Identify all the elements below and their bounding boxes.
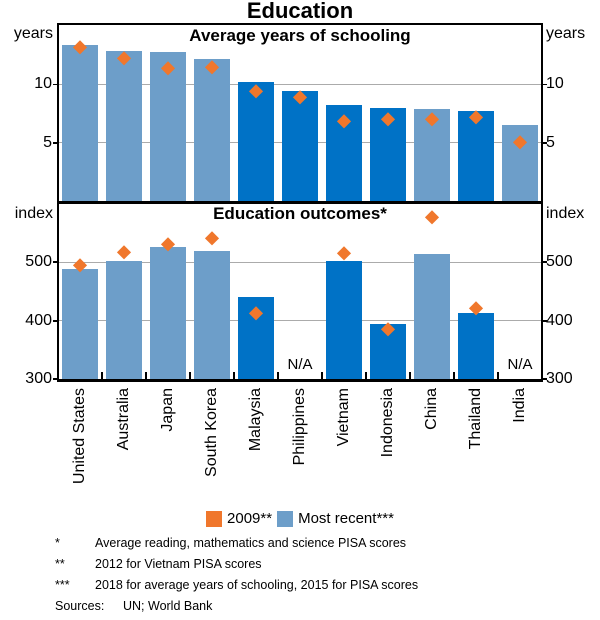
y-axis-tick-left xyxy=(53,261,57,263)
footnote-symbol: *** xyxy=(55,578,70,592)
x-axis-category-label: Malaysia xyxy=(247,388,264,452)
legend-swatch-most-recent xyxy=(277,511,293,527)
x-axis-tick xyxy=(409,372,411,379)
legend-label-2009: 2009** xyxy=(227,510,273,527)
bar-bottom xyxy=(150,247,186,379)
y-axis-tick-left xyxy=(53,320,57,322)
bottom-panel-title: Education outcomes* xyxy=(213,204,387,223)
x-axis-tick xyxy=(189,372,191,379)
y-tick-label-right: 300 xyxy=(546,370,573,387)
na-label: N/A xyxy=(507,356,533,373)
diamond-marker xyxy=(337,246,350,259)
sources-label: Sources: xyxy=(55,599,105,613)
diamond-marker xyxy=(117,245,130,258)
bottom-axis-unit-left: index xyxy=(14,205,53,222)
y-tick-label-left: 400 xyxy=(25,311,52,329)
y-tick-label-left: 10 xyxy=(34,75,52,93)
bottom-axis-unit-right: index xyxy=(546,205,585,222)
bar-top xyxy=(238,82,274,201)
x-axis-category-label: Vietnam xyxy=(335,388,352,447)
na-label: N/A xyxy=(287,356,313,373)
x-axis-category-label: Indonesia xyxy=(379,388,396,458)
y-axis-tick-left xyxy=(53,84,57,86)
bar-bottom xyxy=(62,269,98,379)
x-axis-category-label: Philippines xyxy=(291,388,308,466)
legend-label-most-recent: Most recent*** xyxy=(298,510,394,527)
y-axis-tick-left xyxy=(53,378,57,380)
footnote-row xyxy=(55,536,565,550)
x-axis-category-label: Japan xyxy=(159,388,176,432)
footnote-text: Average reading, mathematics and science PISA scores xyxy=(95,536,407,550)
x-axis-tick xyxy=(233,372,235,379)
footnote-text: 2012 for Vietnam PISA scores xyxy=(95,557,262,571)
sources-text: UN; World Bank xyxy=(123,599,213,613)
bar-bottom xyxy=(414,254,450,379)
plot-border-top xyxy=(57,23,543,25)
y-axis-tick-left xyxy=(53,142,57,144)
x-axis-tick xyxy=(365,372,367,379)
footnote-text: 2018 for average years of schooling, 2015 for PISA scores xyxy=(95,578,419,592)
bar-bottom xyxy=(106,261,142,379)
y-tick-label-left: 300 xyxy=(25,370,52,387)
x-axis-tick xyxy=(321,372,323,379)
bar-bottom xyxy=(326,261,362,379)
top-axis-unit-left: years xyxy=(13,25,53,42)
x-axis-tick xyxy=(277,372,279,379)
footnote-symbol: ** xyxy=(55,557,65,571)
plot-border-right xyxy=(541,23,543,382)
x-axis-category-label: United States xyxy=(71,388,88,485)
x-axis-category-label: India xyxy=(511,388,528,423)
x-axis-category-label: South Korea xyxy=(203,388,220,477)
y-tick-label-right: 500 xyxy=(546,253,573,271)
x-axis-tick xyxy=(453,372,455,379)
x-axis-tick xyxy=(497,372,499,379)
chart-title: Education xyxy=(246,0,354,23)
x-axis-category-label: Thailand xyxy=(467,388,484,450)
bar-top xyxy=(282,91,318,201)
top-axis-unit-right: years xyxy=(546,25,586,42)
legend-swatch-2009 xyxy=(206,511,222,527)
y-tick-label-left: 500 xyxy=(25,253,52,271)
footnote-row xyxy=(55,557,565,571)
footnote-row xyxy=(55,578,565,592)
plot-border-left xyxy=(57,23,59,382)
bar-bottom xyxy=(194,251,230,379)
y-tick-label-right: 400 xyxy=(546,311,573,329)
x-axis-category-label: China xyxy=(423,388,440,430)
sources-row xyxy=(55,599,565,613)
y-tick-label-right: 5 xyxy=(546,133,555,151)
y-tick-label-right: 10 xyxy=(546,75,564,93)
bar-top xyxy=(106,51,142,201)
x-axis-tick xyxy=(101,372,103,379)
diamond-marker xyxy=(205,232,218,245)
y-tick-label-left: 5 xyxy=(43,133,52,151)
bar-bottom xyxy=(458,313,494,379)
bar-top xyxy=(62,45,98,201)
x-axis-category-label: Australia xyxy=(115,388,132,451)
panel-divider xyxy=(57,201,543,204)
bar-top xyxy=(194,59,230,201)
top-panel-title: Average years of schooling xyxy=(189,26,411,45)
plot-border-bottom xyxy=(57,379,543,382)
footnotes xyxy=(55,536,565,620)
legend xyxy=(0,510,600,527)
bar-top xyxy=(458,111,494,201)
x-axis-tick xyxy=(145,372,147,379)
footnote-symbol: * xyxy=(55,536,60,550)
